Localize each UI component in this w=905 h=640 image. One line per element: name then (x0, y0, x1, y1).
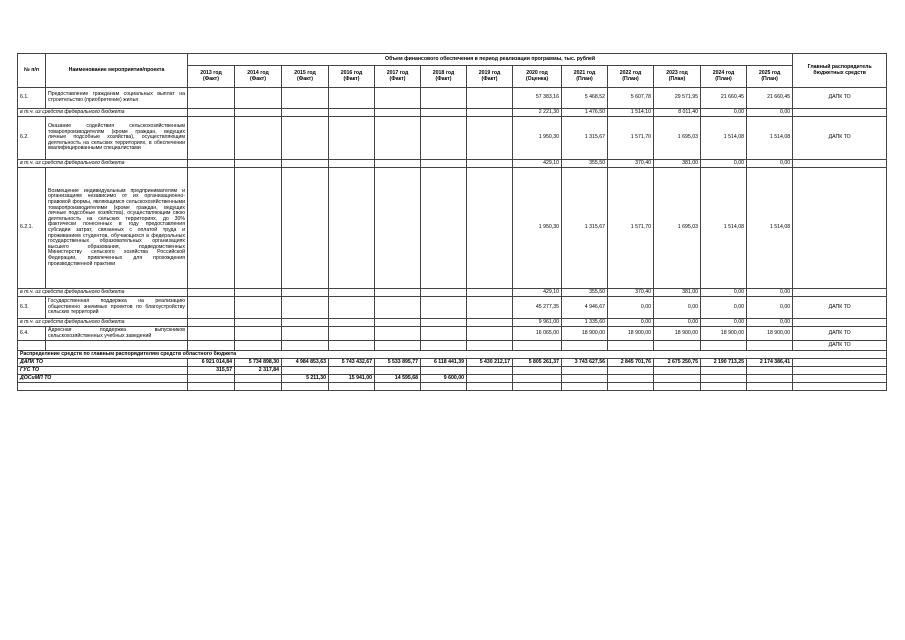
value-cell (421, 168, 467, 289)
header-year: 2013 год (200, 69, 222, 76)
header-year: 2016 год (340, 69, 363, 76)
empty-row (18, 383, 887, 391)
value-cell (329, 327, 375, 341)
value-cell (421, 88, 467, 109)
value-cell (467, 160, 513, 168)
value-cell (467, 109, 513, 117)
distribution-value (375, 367, 421, 375)
value-cell: 0,00 (654, 319, 701, 327)
row-name: Возмещение индивидуальным предпринимателям и организациям независимо от их организационно-правовой формы, являющимся сельскохозяйственными товаропроизводителями (кроме граждан, ведущих личные подсобные хозяйства), осуществляющим свою деятельность на сельских территориях, до 30% фактически понесенных в году предоставления субсидии затрат, связанных с оплатой труда и проживанием студентов, обучающихся в федеральных государственных образовательных организациях высшего образования, подведомственных Министерству сельского хозяйства Российской Федерации, привлеченных для прохождения производственной практики (46, 168, 188, 289)
value-cell (188, 297, 235, 319)
value-cell (188, 289, 235, 297)
header-year-type: (Факт) (343, 75, 360, 82)
distribution-value (608, 367, 654, 375)
value-cell (282, 327, 329, 341)
row-number: 6.1. (18, 88, 46, 109)
empty-cell (562, 383, 608, 391)
value-cell (375, 319, 421, 327)
header-year-type: (План) (576, 75, 593, 82)
value-cell (421, 109, 467, 117)
distribution-value (467, 367, 513, 375)
header-year: 2017 год (386, 69, 409, 76)
value-cell: 16 065,00 (513, 327, 562, 341)
distribution-value: 5 805 261,37 (513, 359, 562, 367)
value-cell: 0,00 (701, 319, 747, 327)
distribution-value: 5 430 212,17 (467, 359, 513, 367)
value-cell (701, 341, 747, 351)
table-row (18, 168, 887, 289)
header-year-cell (608, 66, 654, 88)
distribution-value: 2 174 386,41 (747, 359, 793, 367)
value-cell: 0,00 (747, 297, 793, 319)
manager-cell: ДАПК ТО (793, 88, 887, 109)
empty-cell (282, 383, 329, 391)
value-cell: 9 961,00 (513, 319, 562, 327)
manager-cell (793, 168, 887, 289)
value-cell (329, 168, 375, 289)
value-cell: 2 221,30 (513, 109, 562, 117)
header-year: 2021 год (573, 69, 596, 76)
value-cell: 0,00 (701, 160, 747, 168)
distribution-row (18, 375, 887, 383)
empty-cell (421, 383, 467, 391)
header-year-cell (467, 66, 513, 88)
header-year-type: (План) (622, 75, 639, 82)
header-name: Наименование мероприятия/проекта (46, 54, 188, 88)
value-cell (282, 117, 329, 160)
distribution-value (747, 375, 793, 383)
value-cell (282, 109, 329, 117)
header-year-cell (513, 66, 562, 88)
distribution-value (467, 375, 513, 383)
empty-cell (793, 383, 887, 391)
distribution-value: 14 595,68 (375, 375, 421, 383)
row-number: 6.4. (18, 327, 46, 341)
value-cell (467, 289, 513, 297)
distribution-value (421, 367, 467, 375)
header-year-type: (Факт) (481, 75, 498, 82)
value-cell: 18 900,00 (747, 327, 793, 341)
value-cell (375, 88, 421, 109)
value-cell: 1 571,70 (608, 168, 654, 289)
federal-share-row (18, 319, 887, 327)
value-cell (375, 109, 421, 117)
header-year: 2024 год (712, 69, 735, 76)
value-cell: 1 695,03 (654, 168, 701, 289)
federal-share-row (18, 160, 887, 168)
value-cell (282, 297, 329, 319)
value-cell: 1 315,67 (562, 117, 608, 160)
manager-cell: ДАПК ТО (793, 327, 887, 341)
header-year: 2015 год (294, 69, 316, 76)
distribution-manager (793, 375, 887, 383)
value-cell: 57 383,16 (513, 88, 562, 109)
header-year-cell (329, 66, 375, 88)
distribution-value (235, 375, 282, 383)
value-cell: 355,50 (562, 289, 608, 297)
header-year-cell (188, 66, 235, 88)
header-year: 2019 год (478, 69, 501, 76)
value-cell (467, 117, 513, 160)
program-funding-table (17, 53, 887, 391)
header-year-type: (Факт) (297, 75, 313, 82)
value-cell (467, 297, 513, 319)
header-num: № п/п (18, 54, 46, 88)
value-cell (188, 109, 235, 117)
row-name: Предоставление гражданам социальных выплат на строительство (приобретение) жилья (46, 88, 188, 109)
value-cell: 0,00 (608, 319, 654, 327)
value-cell (235, 341, 282, 351)
value-cell (282, 319, 329, 327)
value-cell: 45 277,35 (513, 297, 562, 319)
value-cell: 1 315,67 (562, 168, 608, 289)
distribution-value: 15 941,00 (329, 375, 375, 383)
distribution-title-row (18, 351, 887, 359)
header-year-type: (Факт) (435, 75, 452, 82)
federal-share-label: в т.ч. из средств федерального бюджета (18, 160, 188, 168)
value-cell: 1 335,60 (562, 319, 608, 327)
value-cell (467, 88, 513, 109)
distribution-value: 5 734 898,30 (235, 359, 282, 367)
row-number (18, 341, 46, 351)
row-number: 6.3. (18, 297, 46, 319)
distribution-value (654, 375, 701, 383)
value-cell (421, 289, 467, 297)
distribution-value: 6 118 441,39 (421, 359, 467, 367)
distribution-value (562, 375, 608, 383)
header-year-type: (Оценка) (525, 75, 549, 82)
value-cell: 18 900,00 (654, 327, 701, 341)
header-year-cell (282, 66, 329, 88)
header-year: 2025 год (758, 69, 781, 76)
table-row (18, 327, 887, 341)
value-cell (235, 327, 282, 341)
value-cell (421, 341, 467, 351)
value-cell (329, 319, 375, 327)
row-number: 6.2.1. (18, 168, 46, 289)
value-cell (235, 160, 282, 168)
value-cell (747, 341, 793, 351)
value-cell: 429,10 (513, 289, 562, 297)
manager-cell: ДАПК ТО (793, 117, 887, 160)
value-cell (654, 341, 701, 351)
value-cell (329, 341, 375, 351)
value-cell (421, 327, 467, 341)
manager-cell: ДАПК ТО (793, 297, 887, 319)
value-cell (188, 117, 235, 160)
value-cell (188, 341, 235, 351)
value-cell (467, 319, 513, 327)
value-cell: 1 950,30 (513, 168, 562, 289)
distribution-value (282, 367, 329, 375)
empty-cell (701, 383, 747, 391)
manager-cell (793, 319, 887, 327)
value-cell (282, 88, 329, 109)
value-cell (329, 160, 375, 168)
table-row (18, 88, 887, 109)
value-cell: 5 607,78 (608, 88, 654, 109)
value-cell: 1 514,08 (747, 168, 793, 289)
value-cell (235, 88, 282, 109)
distribution-name: ДОСиМП ТО (18, 375, 188, 383)
header-year-type: (План) (761, 75, 778, 82)
value-cell: 18 900,00 (701, 327, 747, 341)
value-cell: 370,40 (608, 160, 654, 168)
distribution-value: 2 675 250,75 (654, 359, 701, 367)
value-cell: 1 514,08 (701, 168, 747, 289)
value-cell (513, 341, 562, 351)
value-cell (235, 168, 282, 289)
distribution-value (701, 375, 747, 383)
value-cell (375, 297, 421, 319)
value-cell: 381,00 (654, 160, 701, 168)
value-cell (329, 88, 375, 109)
empty-cell (513, 383, 562, 391)
distribution-value: 5 533 895,77 (375, 359, 421, 367)
empty-cell (375, 383, 421, 391)
value-cell: 21 660,45 (701, 88, 747, 109)
federal-share-label: в т.ч. из средств федерального бюджета (18, 319, 188, 327)
value-cell (235, 109, 282, 117)
table-row (18, 117, 887, 160)
federal-share-row (18, 109, 887, 117)
empty-cell (608, 383, 654, 391)
row-name: Государственная поддержка на реализацию общественно значимых проектов по благоустройству сельских территорий (46, 297, 188, 319)
header-year: 2014 год (247, 69, 269, 76)
value-cell: 355,50 (562, 160, 608, 168)
manager-cell (793, 289, 887, 297)
value-cell (235, 117, 282, 160)
value-cell: 0,00 (747, 109, 793, 117)
distribution-value (188, 375, 235, 383)
value-cell (235, 289, 282, 297)
value-cell (329, 297, 375, 319)
header-funding: Объем финансового обеспечения в период реализации программы, тыс. рублей (188, 54, 793, 66)
value-cell (421, 319, 467, 327)
distribution-value: 4 984 853,63 (282, 359, 329, 367)
row-name: Оказание содействия сельскохозяйственным товаропроизводителям (кроме граждан, ведущих личные подсобные хозяйства), осуществляющим деятельность на сельских территориях, в обеспечении квалифицированными специалистами (46, 117, 188, 160)
value-cell: 0,00 (701, 289, 747, 297)
distribution-name: ГУС ТО (18, 367, 188, 375)
table-row (18, 297, 887, 319)
distribution-value: 2 845 701,76 (608, 359, 654, 367)
header-year: 2020 год (526, 69, 548, 76)
value-cell: 0,00 (701, 109, 747, 117)
header-year-cell (235, 66, 282, 88)
empty-cell (467, 383, 513, 391)
header-year-type: (Факт) (203, 75, 219, 82)
distribution-value (608, 375, 654, 383)
distribution-value: 315,57 (188, 367, 235, 375)
value-cell: 1 514,08 (701, 117, 747, 160)
value-cell: 18 900,00 (608, 327, 654, 341)
header-year: 2018 год (432, 69, 455, 76)
value-cell (235, 319, 282, 327)
header-year-type: (План) (668, 75, 686, 82)
distribution-manager (793, 367, 887, 375)
header-year-cell (747, 66, 793, 88)
empty-cell (188, 383, 235, 391)
value-cell: 0,00 (654, 297, 701, 319)
table-row (18, 341, 887, 351)
value-cell (421, 160, 467, 168)
empty-cell (329, 383, 375, 391)
value-cell (421, 297, 467, 319)
distribution-value: 3 743 627,56 (562, 359, 608, 367)
header-year-cell (562, 66, 608, 88)
header-year-cell (654, 66, 701, 88)
distribution-name: ДАПК ТО (18, 359, 188, 367)
header-year-type: (Факт) (250, 75, 266, 82)
value-cell (375, 327, 421, 341)
value-cell: 4 946,67 (562, 297, 608, 319)
header-year: 2023 год (666, 69, 688, 76)
header-row-top (18, 54, 887, 66)
value-cell (282, 168, 329, 289)
value-cell (282, 341, 329, 351)
value-cell: 429,10 (513, 160, 562, 168)
distribution-value (747, 367, 793, 375)
header-year-cell (701, 66, 747, 88)
value-cell (608, 341, 654, 351)
distribution-value (654, 367, 701, 375)
distribution-value (513, 367, 562, 375)
federal-share-label: в т.ч. из средств федерального бюджета (18, 289, 188, 297)
value-cell: 1 514,08 (747, 117, 793, 160)
distribution-title: Распределение средств по главным распорядителям средств областного бюджета (18, 351, 887, 359)
manager-cell: ДАПК ТО (793, 341, 887, 351)
value-cell (282, 160, 329, 168)
row-name (46, 341, 188, 351)
value-cell: 18 900,00 (562, 327, 608, 341)
value-cell: 29 571,95 (654, 88, 701, 109)
value-cell (375, 341, 421, 351)
value-cell (329, 289, 375, 297)
value-cell (188, 168, 235, 289)
distribution-value (701, 367, 747, 375)
value-cell (188, 88, 235, 109)
distribution-row (18, 367, 887, 375)
header-manager: Главный распорядитель бюджетных средств (793, 54, 887, 88)
header-year-type: (План) (715, 75, 732, 82)
value-cell (235, 297, 282, 319)
distribution-value (562, 367, 608, 375)
manager-cell (793, 160, 887, 168)
header-year-cell (421, 66, 467, 88)
value-cell (562, 341, 608, 351)
value-cell: 0,00 (747, 319, 793, 327)
header-year: 2022 год (619, 69, 642, 76)
value-cell (467, 168, 513, 289)
federal-share-label: в т.ч. из средств федерального бюджета (18, 109, 188, 117)
value-cell: 0,00 (608, 297, 654, 319)
value-cell (375, 117, 421, 160)
empty-cell (235, 383, 282, 391)
distribution-value (513, 375, 562, 383)
value-cell (282, 289, 329, 297)
distribution-value: 6 921 014,84 (188, 359, 235, 367)
value-cell (188, 160, 235, 168)
header-year-cell (375, 66, 421, 88)
value-cell (375, 168, 421, 289)
value-cell: 1 695,03 (654, 117, 701, 160)
value-cell (467, 327, 513, 341)
distribution-value: 2 317,84 (235, 367, 282, 375)
value-cell: 370,40 (608, 289, 654, 297)
value-cell (329, 109, 375, 117)
distribution-row (18, 359, 887, 367)
distribution-value: 9 600,00 (421, 375, 467, 383)
value-cell (375, 160, 421, 168)
value-cell (467, 341, 513, 351)
value-cell: 0,00 (747, 289, 793, 297)
distribution-value: 5 743 432,67 (329, 359, 375, 367)
value-cell: 1 476,50 (562, 109, 608, 117)
value-cell (375, 289, 421, 297)
value-cell: 21 660,45 (747, 88, 793, 109)
value-cell (329, 117, 375, 160)
distribution-value (329, 367, 375, 375)
empty-cell (18, 383, 188, 391)
row-number: 6.2. (18, 117, 46, 160)
value-cell (188, 327, 235, 341)
federal-share-row (18, 289, 887, 297)
value-cell: 0,00 (747, 160, 793, 168)
value-cell: 1 571,70 (608, 117, 654, 160)
value-cell: 1 514,10 (608, 109, 654, 117)
value-cell: 5 468,52 (562, 88, 608, 109)
empty-cell (654, 383, 701, 391)
distribution-manager (793, 359, 887, 367)
empty-cell (747, 383, 793, 391)
value-cell: 1 950,30 (513, 117, 562, 160)
value-cell: 381,00 (654, 289, 701, 297)
manager-cell (793, 109, 887, 117)
header-year-type: (Факт) (389, 75, 406, 82)
value-cell: 8 011,40 (654, 109, 701, 117)
row-name: Адресная поддержка выпускников сельскохозяйственных учебных заведений (46, 327, 188, 341)
value-cell: 0,00 (701, 297, 747, 319)
value-cell (188, 319, 235, 327)
distribution-value: 5 211,30 (282, 375, 329, 383)
value-cell (421, 117, 467, 160)
distribution-value: 2 190 713,25 (701, 359, 747, 367)
